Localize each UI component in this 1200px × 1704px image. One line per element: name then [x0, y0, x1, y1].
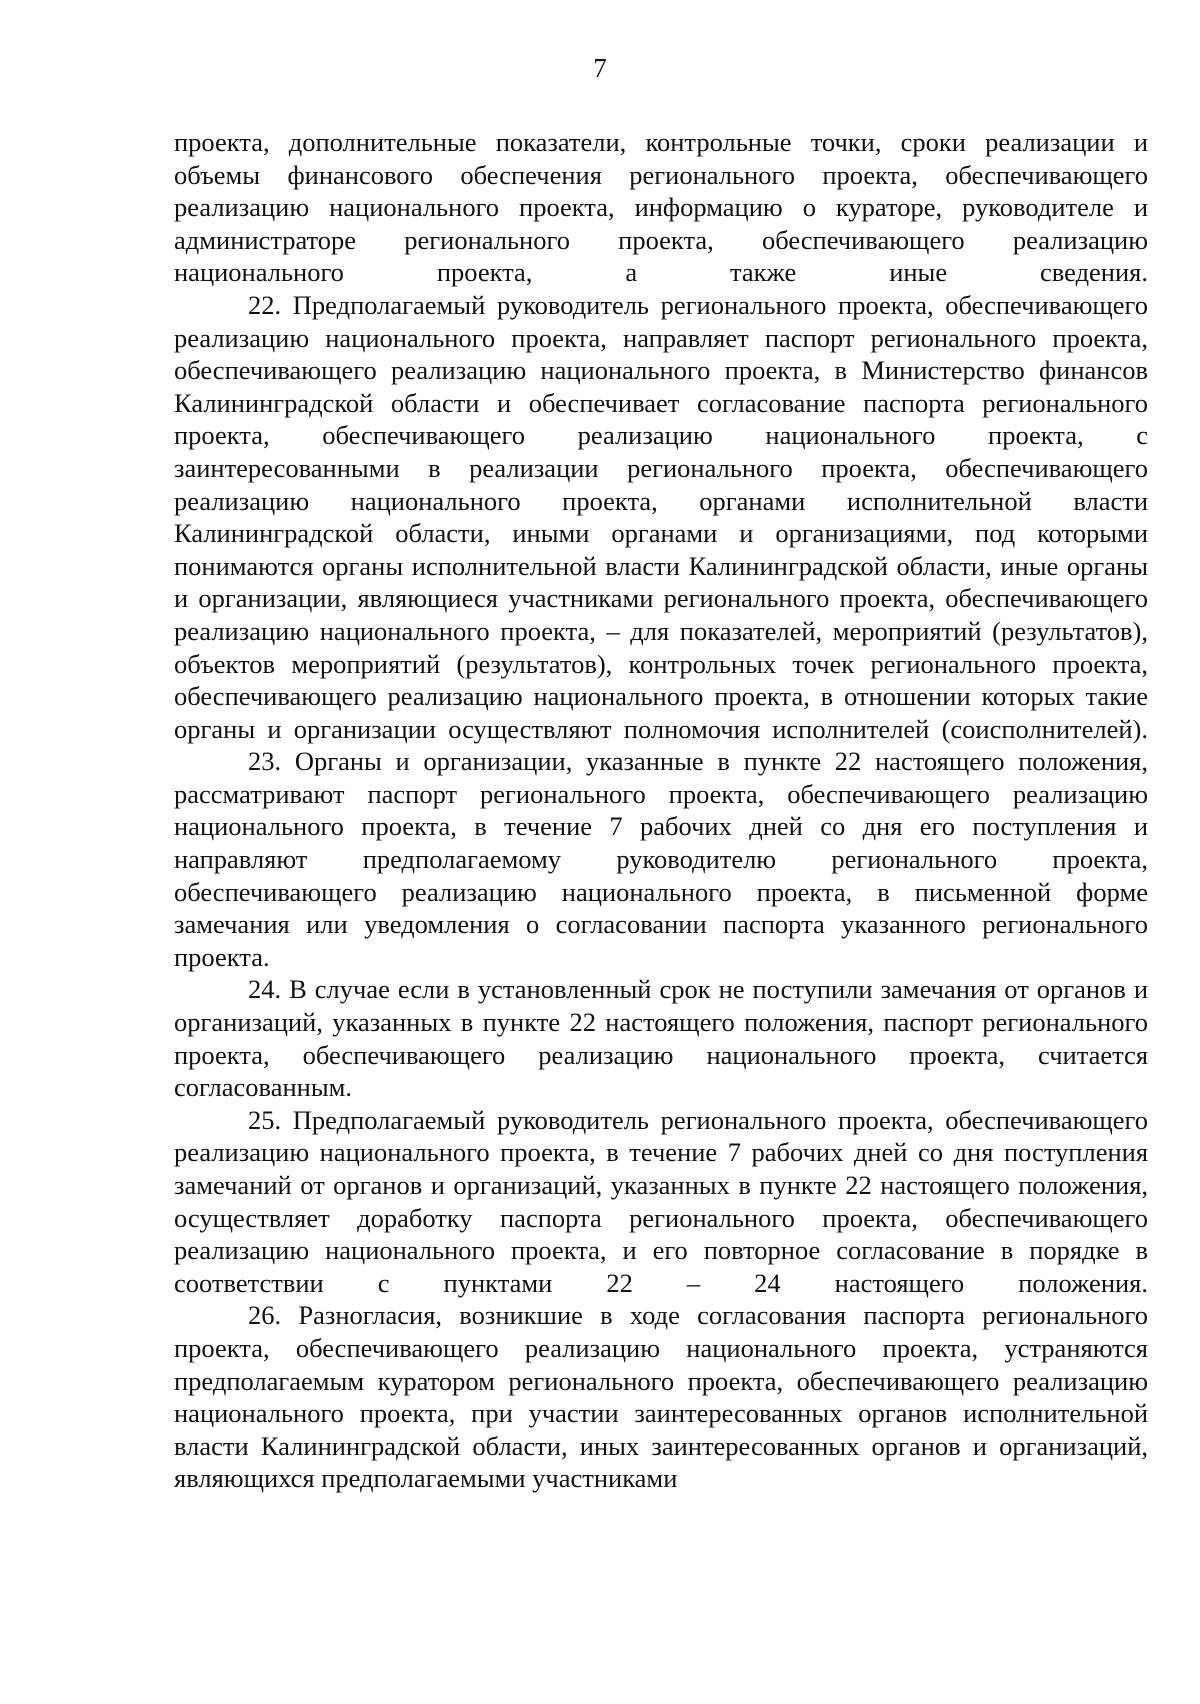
text-line: и объемы финансового обеспечения регионального проекта, обеспечивающего: [174, 127, 1149, 190]
text-line: обеспечивающего реализацию национального проекта, в течение 7 рабочих дней: [174, 1104, 1149, 1168]
text-line: органов и организаций, являющихся предполагаемыми участниками: [174, 1430, 1149, 1494]
text-line: регионального проекта, обеспечивающего реализацию национального проекта,: [174, 322, 1148, 386]
text-line: предполагаемым куратором регионального проекта, обеспечивающего: [174, 1365, 1000, 1396]
text-line: со дня поступления замечаний от органов и организаций, указанных в пункте 22: [174, 1137, 1149, 1200]
text-line: (соисполнителей).: [941, 713, 1149, 744]
text-line: и направляют предполагаемому руководителю регионального проекта,: [174, 811, 1149, 875]
text-line: и администраторе регионального проекта, обеспечивающего реализацию: [174, 192, 1148, 255]
text-line: и организаций, указанных в пункте 22 настоящего положения, паспорт: [174, 974, 1148, 1038]
text-line: 24. В случае если в установленный срок не поступили замечания от органов: [248, 974, 1126, 1005]
text-line: национального проекта, в течение 7 рабочих дней со дня его поступления: [174, 811, 1117, 842]
text-line: обеспечивающего реализацию национального проекта, в письменной форме: [174, 876, 1148, 907]
text-line: национального проекта, с заинтересованными в реализации регионального: [174, 420, 1149, 483]
text-line: проекта, обеспечивающего реализацию национального проекта, устраняются: [174, 1332, 1148, 1363]
text-line: проекта, обеспечивающего реализацию национального проекта, и его повторное: [174, 1202, 1148, 1266]
text-line: реализацию национального проекта, при участии заинтересованных органов: [174, 1365, 1148, 1429]
text-line: проекта, обеспечивающего реализацию национального проекта, органами: [174, 452, 1148, 516]
text-line: считается согласованным.: [174, 1039, 1149, 1103]
text-line: согласование в порядке в соответствии с пунктами 22 – 24 настоящего: [174, 1235, 1148, 1298]
text-line: 25. Предполагаемый руководитель регионального проекта,: [248, 1104, 934, 1135]
text-line: настоящего положения, осуществляет доработку паспорта регионального: [174, 1170, 1149, 1233]
text-line: проекта.: [174, 941, 270, 972]
text-line: обеспечивающего реализацию национального проекта, в отношении которых: [174, 681, 1075, 712]
text-line: 23. Органы и организации, указанные в пункте 22 настоящего положения,: [248, 746, 1148, 777]
body-text: [174, 126, 1148, 1495]
paragraph-25: [174, 1104, 1148, 1300]
paragraph-23: [174, 745, 1148, 973]
text-line: согласование паспорта регионального проекта, обеспечивающего реализацию: [174, 387, 1148, 451]
text-line: 26. Разногласия, возникшие в ходе согласования паспорта регионального: [248, 1300, 1148, 1331]
text-line: регионального проекта, обеспечивающего реализацию национального проекта,: [174, 1007, 1148, 1070]
text-line: исполнительной власти Калининградской области, иных заинтересованных: [174, 1398, 1149, 1461]
paragraph-26: [174, 1299, 1148, 1495]
text-line: обеспечивающего реализацию национального проекта, направляет паспорт: [174, 289, 1149, 353]
text-line: такие органы и организации осуществляют полномочия исполнителей: [174, 681, 1148, 744]
text-line: участниками регионального проекта, обеспечивающего реализацию: [174, 583, 1149, 646]
text-line: национального проекта, а также иные сведения.: [174, 257, 1148, 288]
text-line: Калининградской области, иные органы и организации, являющиеся: [174, 550, 1148, 614]
text-line: национального проекта, – для показателей, мероприятий (результатов), объектов: [174, 615, 1149, 679]
text-line: проекта, дополнительные показатели, контрольные точки, сроки реализации: [174, 127, 1115, 157]
text-line: положения.: [1018, 1267, 1148, 1298]
text-line: мероприятий (результатов), контрольных точек регионального проекта,: [291, 648, 1148, 679]
text-line: и организациями, под которыми понимаются органы исполнительной власти: [174, 518, 1148, 581]
paragraph-24: [174, 973, 1148, 1103]
text-line: исполнительной власти Калининградской области, иными органами: [174, 485, 1149, 549]
text-line: в Министерство финансов Калининградской области и обеспечивает: [174, 355, 1149, 418]
page-number: 7: [593, 53, 607, 83]
paragraph-22: [174, 289, 1148, 745]
text-line: 22. Предполагаемый руководитель регионального проекта,: [248, 289, 934, 320]
text-line: реализацию национального проекта, информацию о кураторе, руководителе: [174, 192, 1114, 223]
paragraph-21-continuation: [174, 126, 1148, 289]
text-line: замечания или уведомления о согласовании паспорта указанного регионального: [174, 909, 1148, 940]
text-line: рассматривают паспорт регионального проекта, обеспечивающего реализацию: [174, 778, 1148, 809]
